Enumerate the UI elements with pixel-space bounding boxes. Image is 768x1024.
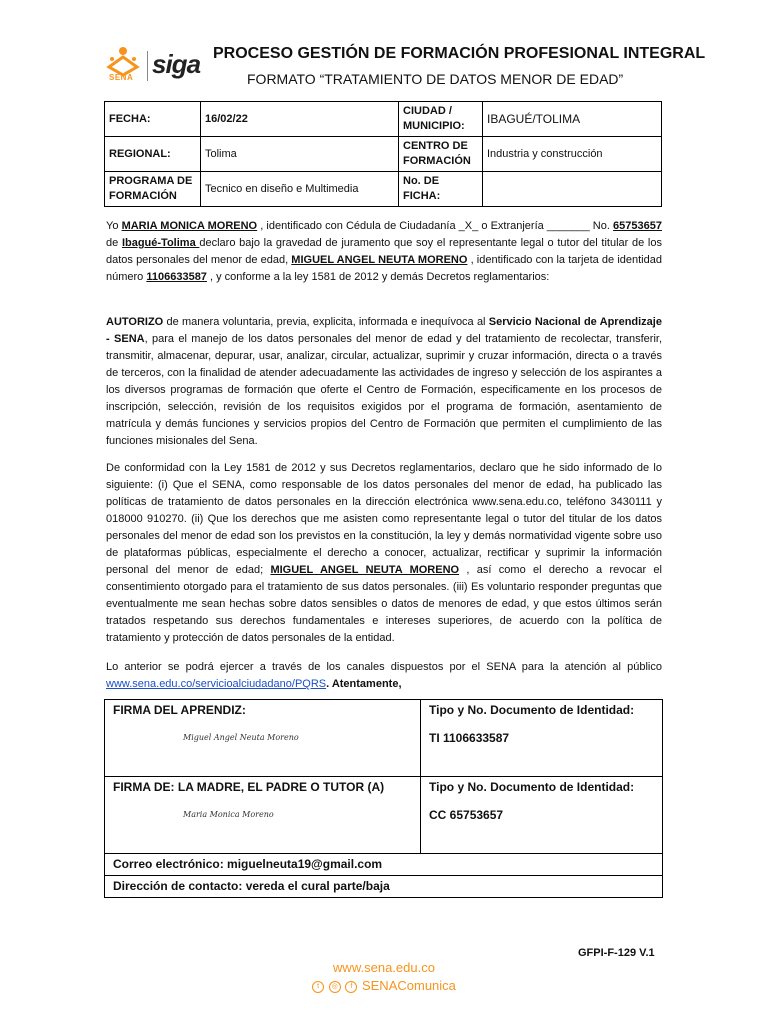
- aprendiz-signature-label: FIRMA DEL APRENDIZ:: [113, 703, 246, 717]
- pqrs-link[interactable]: www.sena.edu.co/servicioalciudadano/PQRS: [106, 678, 327, 690]
- footer-social: [0, 978, 768, 993]
- sena-wordmark: SENA: [109, 73, 134, 82]
- p4-text-b: . Atentamente,: [326, 678, 402, 690]
- p1-text-d: declaro bajo la gravedad de juramento que soy el representante legal o tutor del titular de los datos personales del menor de edad,: [106, 237, 662, 266]
- tutor-signature-row: [105, 777, 663, 854]
- declaration-paragraph: [106, 218, 662, 286]
- ficha-value: [483, 172, 662, 207]
- regional-label: REGIONAL:: [105, 137, 201, 172]
- tutor-doc-cell: [421, 777, 663, 854]
- minor-document-number: 1106633587: [146, 271, 207, 283]
- p1-text-f: , y conforme a la ley 1581 de 2012 y demás Decretos reglamentarios:: [206, 271, 550, 283]
- ficha-label: No. DE FICHA:: [399, 172, 483, 207]
- facebook-icon[interactable]: f: [345, 981, 357, 993]
- twitter-icon[interactable]: t: [312, 981, 324, 993]
- centro-label: CENTRO DE FORMACIÓN: [399, 137, 483, 172]
- tutor-doc-label: Tipo y No. Documento de Identidad:: [429, 780, 635, 794]
- tutor-signature: Maria Monica Moreno: [183, 810, 274, 819]
- form-code: GFPI-F-129 V.1: [578, 947, 655, 959]
- p1-text-a: Yo: [106, 220, 122, 232]
- rights-paragraph: [106, 460, 662, 647]
- aprendiz-signature-cell: [105, 700, 421, 777]
- instagram-icon[interactable]: ◎: [329, 981, 341, 993]
- address-row: [105, 876, 663, 898]
- p4-text-a: Lo anterior se podrá ejercer a través de los canales dispuestos por el SENA para la atención al público: [106, 661, 662, 673]
- logo-divider: [147, 51, 148, 81]
- minor-name-repeat: MIGUEL ANGEL NEUTA MORENO: [270, 564, 460, 576]
- p1-text-b: , identificado con Cédula de Ciudadanía _X_ o Extranjería _______ No.: [257, 220, 614, 232]
- tutor-signature-cell: [105, 777, 421, 854]
- aprendiz-signature-row: [105, 700, 663, 777]
- aprendiz-doc-cell: [421, 700, 663, 777]
- programa-label: PROGRAMA DE FORMACIÓN: [105, 172, 201, 207]
- centro-value: Industria y construcción: [483, 137, 662, 172]
- tutor-doc-value: CC 65753657: [429, 808, 504, 822]
- p1-text-e: , identificado con la tarjeta de identidad número: [106, 254, 662, 283]
- email-line: Correo electrónico: miguelneuta19@gmail.com: [105, 854, 663, 876]
- info-row-programa: [105, 172, 662, 207]
- address-line: Dirección de contacto: vereda el cural parte/baja: [105, 876, 663, 898]
- minor-name: MIGUEL ANGEL NEUTA MORENO: [291, 254, 468, 266]
- info-table: [104, 101, 662, 207]
- social-handle[interactable]: SENAComunica: [361, 978, 456, 993]
- channels-paragraph: [106, 659, 662, 693]
- tutor-document-number: 65753657: [613, 220, 662, 232]
- tutor-name: MARIA MONICA MORENO: [121, 220, 258, 232]
- ciudad-value: IBAGUÉ/TOLIMA: [483, 102, 662, 137]
- email-row: [105, 854, 663, 876]
- authorization-paragraph: [106, 314, 662, 450]
- p2-text-b: de manera voluntaria, previa, explicita, informada e inequívoca al: [163, 316, 489, 328]
- fecha-label: FECHA:: [105, 102, 201, 137]
- info-row-fecha: [105, 102, 662, 137]
- info-row-regional: [105, 137, 662, 172]
- signature-table: [104, 699, 663, 898]
- aprendiz-signature: Miguel Angel Neuta Moreno: [183, 733, 299, 742]
- aprendiz-doc-value: TI 1106633587: [429, 731, 510, 745]
- aprendiz-doc-label: Tipo y No. Documento de Identidad:: [429, 703, 635, 717]
- p1-text-c: de: [106, 237, 122, 249]
- sena-siga-logo: [103, 45, 203, 87]
- autorizo-word: AUTORIZO: [106, 316, 164, 328]
- sena-name: Servicio Nacional de Aprendizaje - SENA: [106, 316, 662, 345]
- programa-value: Tecnico en diseño e Multimedia: [201, 172, 399, 207]
- tutor-signature-label: FIRMA DE: LA MADRE, EL PADRE O TUTOR (A): [113, 780, 385, 794]
- regional-value: Tolima: [201, 137, 399, 172]
- p3-text-a: De conformidad con la Ley 1581 de 2012 y sus Decretos reglamentarios, declaro que he sido informado de lo siguiente: (i) Que el SENA, como responsable de los datos personales del menor de edad, ha publicado las políticas de tratamiento de datos personales en la dirección electrónica www.sena.edu.co, teléfono 3430111 y 018000 910270. (ii) Que los derechos que me asisten como representante legal o tutor del titular de los datos personales del menor de edad son los previstos en la constitución, la ley y demás normatividad vigente sobre uso de plataformas públicas, especialmente el derecho a conocer, actualizar, rectificar y suprimir la información personal del menor de edad;: [106, 462, 662, 576]
- siga-wordmark: siga: [152, 49, 201, 79]
- fecha-value: 16/02/22: [201, 102, 399, 137]
- p2-text-d: , para el manejo de los datos personales del menor de edad y del tratamiento de recolectar, transferir, transmitir, almacenar, depurar, usar, analizar, circular, actualizar, suprimir y cruzar información, directa o a través de terceros, con la finalidad de atender adecuadamente las actividades de ingreso y selección de los aspirantes a los diversos programas de formación que oferte el Centro de Formación, especificamente en los procesos de inscripción, selección, revisión de los requisitos exigidos por el programa de formación, asentamiento de matrícula y demás funciones y servicios propios del Centro de Formación que permiten el cumplimiento de las funciones misionales del Sena.: [106, 333, 662, 447]
- document-subtitle: FORMATO “TRATAMIENTO DE DATOS MENOR DE EDAD”: [247, 71, 624, 87]
- tutor-city: Ibagué-Tolima: [121, 237, 200, 249]
- ciudad-label: CIUDAD / MUNICIPIO:: [399, 102, 483, 137]
- document-title: PROCESO GESTIÓN DE FORMACIÓN PROFESIONAL INTEGRAL: [213, 45, 706, 62]
- footer-url[interactable]: www.sena.edu.co: [333, 960, 435, 975]
- p3-text-b: , así como el derecho a revocar el consentimiento otorgado para el tratamiento de sus datos personales. (iii) Es voluntario responder preguntas que eventualmente me sean hechas sobre datos sensibles o datos de menores de edad, y que estos últimos serán tratados respetando sus derechos fundamentales e intereses superiores, de acuerdo con la política de tratamiento y protección de datos personales de la entidad.: [106, 564, 662, 644]
